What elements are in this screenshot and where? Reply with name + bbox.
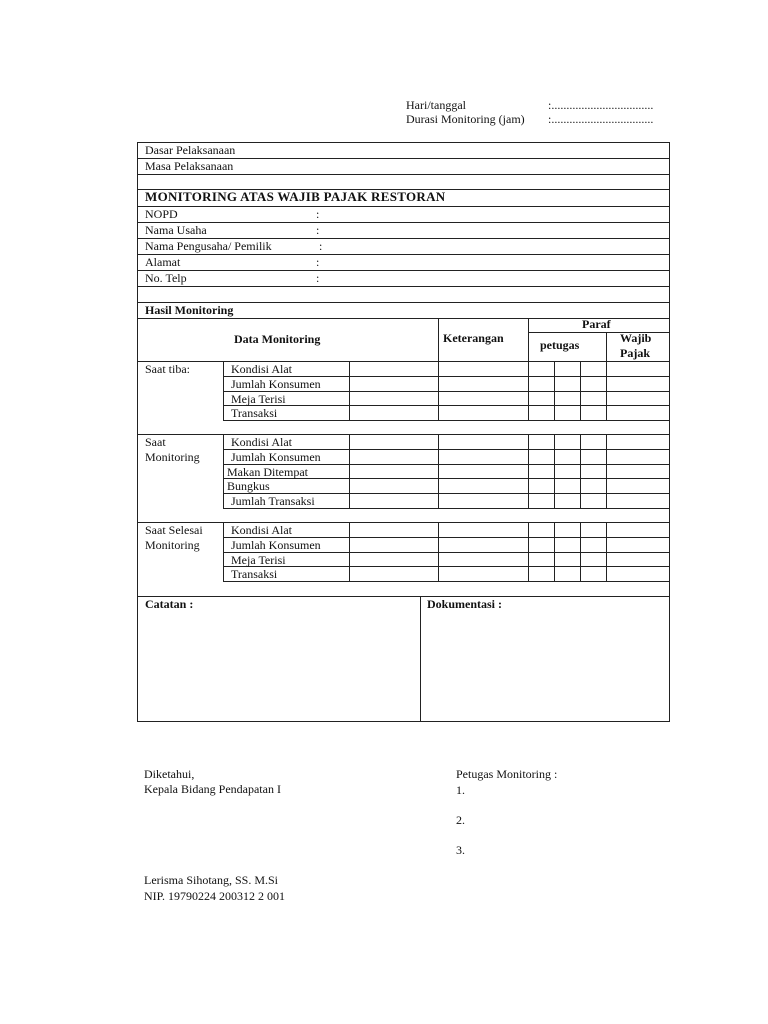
group-label: Monitoring [145, 538, 200, 552]
table-left-border [137, 142, 138, 722]
data-row-line [223, 581, 669, 582]
table-rule [554, 434, 555, 508]
petugas-item: 2. [456, 813, 465, 827]
table-rule [438, 522, 439, 581]
field-input[interactable] [330, 223, 660, 237]
table-rule [349, 522, 350, 581]
table-rule [349, 361, 350, 420]
field-colon: : [316, 255, 320, 269]
table-rule [606, 434, 607, 508]
catatan-area[interactable] [140, 614, 416, 718]
group-separator-line [137, 522, 669, 523]
table-rule [528, 318, 529, 361]
field-colon: : [319, 239, 323, 253]
table-rule [606, 361, 607, 420]
table-rule [438, 434, 439, 508]
data-item-label: Jumlah Konsumen [231, 538, 321, 552]
catatan-label: Catatan : [145, 597, 194, 611]
diketahui-text: Diketahui, [144, 767, 195, 781]
data-row-line [223, 420, 669, 421]
hari-tanggal-field[interactable]: :.................................. [548, 98, 654, 112]
table-rule [528, 361, 529, 420]
field-colon: : [316, 223, 320, 237]
form-title: MONITORING ATAS WAJIB PAJAK RESTORAN [145, 189, 446, 204]
col-header-pajak: Pajak [620, 346, 650, 360]
table-rule [554, 522, 555, 581]
field-input[interactable] [330, 271, 660, 285]
field-label: Nama Usaha [145, 223, 207, 237]
header-bottom-line [137, 361, 669, 362]
field-colon: : [316, 207, 320, 221]
data-row-line [223, 566, 669, 567]
col-header-wajib: Wajib [620, 331, 652, 345]
table-rule [438, 361, 439, 420]
data-item-label: Kondisi Alat [231, 362, 293, 376]
field-input[interactable] [330, 239, 660, 253]
data-item-label: Transaksi [231, 567, 278, 581]
group-separator-line [137, 434, 669, 435]
table-rule [580, 522, 581, 581]
data-item-label: Jumlah Konsumen [231, 450, 321, 464]
table-rule [580, 434, 581, 508]
data-row-line [223, 391, 669, 392]
notes-divider [420, 596, 421, 721]
group-label: Monitoring [145, 450, 200, 464]
field-label: Alamat [145, 255, 181, 269]
table-rule [606, 332, 607, 361]
data-row-line [223, 508, 669, 509]
petugas-monitoring-label: Petugas Monitoring : [456, 767, 558, 781]
field-label: NOPD [145, 207, 178, 221]
table-bottom-border [137, 721, 669, 722]
durasi-field[interactable]: :.................................. [548, 112, 654, 126]
form-row-line [137, 174, 669, 175]
data-item-label: Kondisi Alat [231, 523, 293, 537]
petugas-item: 3. [456, 843, 465, 857]
field-input[interactable] [330, 207, 660, 221]
col-header-data-monitoring: Data Monitoring [234, 332, 321, 346]
group-separator-line [137, 596, 669, 597]
field-input[interactable] [330, 255, 660, 269]
data-item-label: Meja Terisi [231, 553, 286, 567]
petugas-item: 1. [456, 783, 465, 797]
table-rule [554, 361, 555, 420]
data-item-label: Transaksi [231, 406, 278, 420]
field-label: No. Telp [145, 271, 187, 285]
field-colon: : [316, 271, 320, 285]
durasi-label: Durasi Monitoring (jam) [406, 112, 525, 126]
table-rule [223, 361, 224, 420]
dasar-pelaksanaan-label: Dasar Pelaksanaan [145, 143, 236, 157]
table-rule [223, 522, 224, 581]
col-header-keterangan: Keterangan [443, 331, 504, 345]
table-rule [528, 522, 529, 581]
table-rule [223, 434, 224, 508]
table-rule [438, 318, 439, 361]
table-right-border [669, 142, 670, 722]
col-header-paraf: Paraf [582, 317, 611, 331]
table-rule [606, 522, 607, 581]
data-item-label: Kondisi Alat [231, 435, 293, 449]
dokumentasi-area[interactable] [424, 614, 666, 718]
dokumentasi-label: Dokumentasi : [427, 597, 503, 611]
data-row-line [223, 405, 669, 406]
data-item-label: Makan Ditempat [227, 465, 308, 479]
data-item-label: Meja Terisi [231, 392, 286, 406]
group-label: Saat tiba: [145, 362, 190, 376]
col-header-petugas: petugas [540, 338, 580, 352]
signatory-nip: NIP. 19790224 200312 2 001 [144, 889, 286, 903]
table-rule [580, 361, 581, 420]
table-rule [528, 434, 529, 508]
form-row-line [137, 286, 669, 287]
table-rule [349, 434, 350, 508]
data-row-line [223, 552, 669, 553]
hari-tanggal-label: Hari/tanggal [406, 98, 466, 112]
group-label: Saat Selesai [145, 523, 203, 537]
group-label: Saat [145, 435, 166, 449]
hasil-monitoring-label: Hasil Monitoring [145, 303, 234, 317]
field-label: Nama Pengusaha/ Pemilik [145, 239, 272, 253]
kepala-bidang-text: Kepala Bidang Pendapatan I [144, 782, 281, 796]
data-item-label: Bungkus [227, 479, 270, 493]
data-item-label: Jumlah Transaksi [231, 494, 315, 508]
masa-pelaksanaan-label: Masa Pelaksanaan [145, 159, 234, 173]
data-item-label: Jumlah Konsumen [231, 377, 321, 391]
signatory-name: Lerisma Sihotang, SS. M.Si [144, 873, 279, 887]
